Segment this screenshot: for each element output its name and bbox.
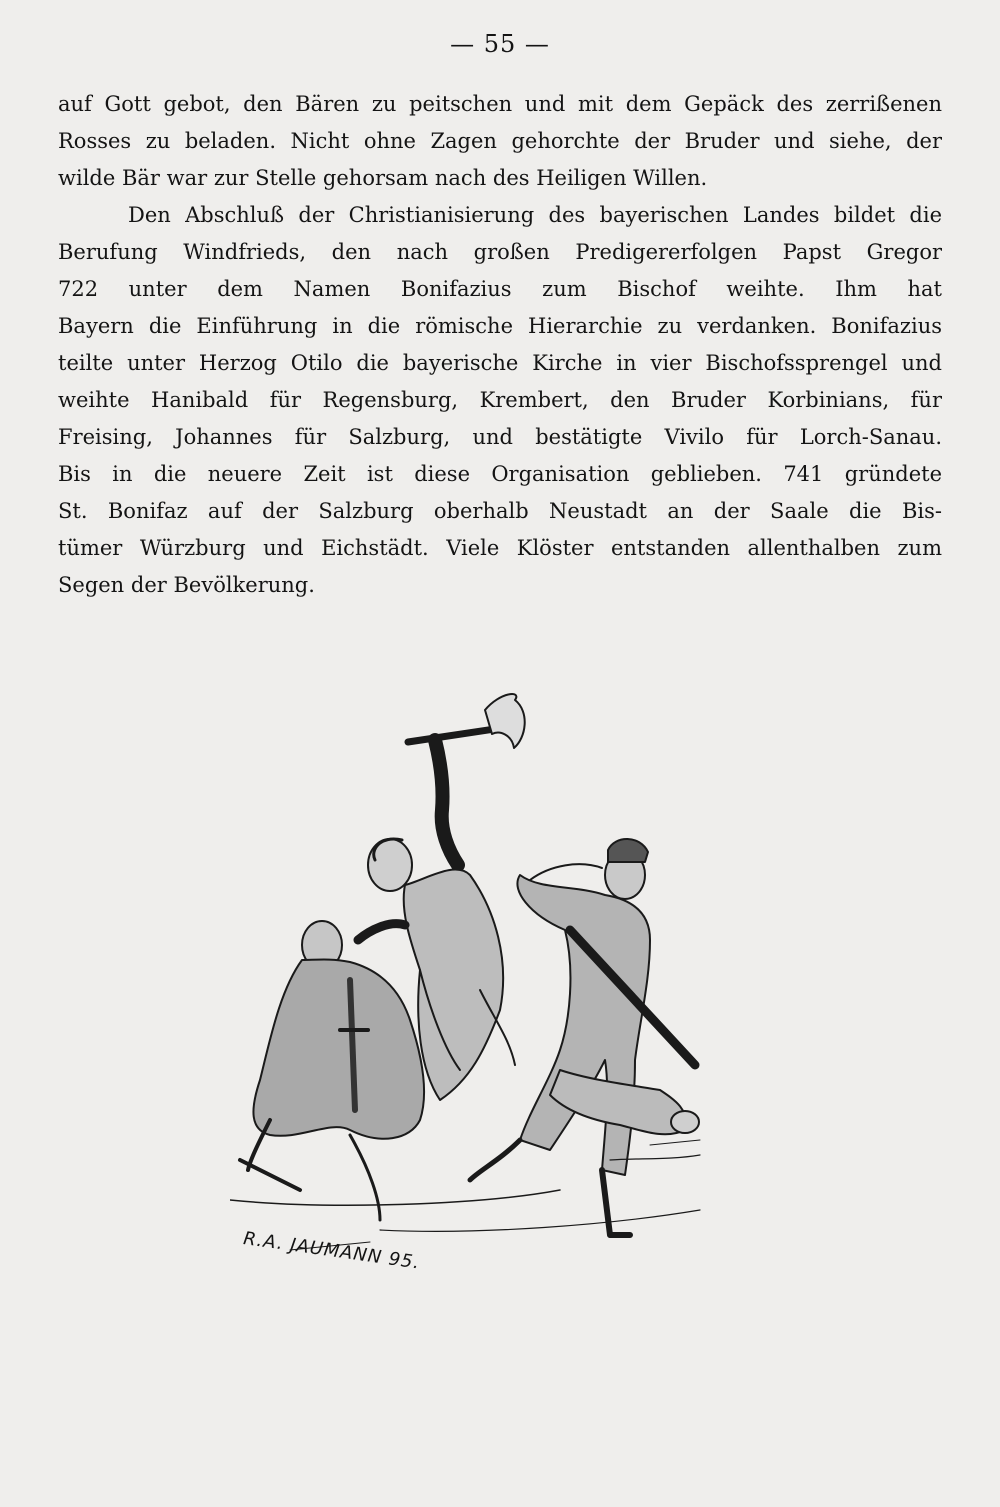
text-line: Bayern die Einführung in die römische Hierarchie zu verdanken. Bonifazius [58, 314, 942, 338]
text-line: Freising, Johannes für Salzburg, und bestätigte Vivilo für Lorch-Sanau. [58, 425, 942, 449]
text-line: tümer Würzburg und Eichstädt. Viele Klöster entstanden allenthalben zum [58, 536, 942, 560]
text-line: Bis in die neuere Zeit ist diese Organisation geblieben. 741 gründete [58, 462, 942, 486]
artist-signature: R.A. JAUMANN 95. [242, 1228, 422, 1274]
text-line: St. Bonifaz auf der Salzburg oberhalb Neustadt an der Saale die Bis- [58, 499, 942, 523]
body-text [58, 86, 942, 604]
text-line: 722 unter dem Namen Bonifazius zum Bischof weihte. Ihm hat [58, 277, 942, 301]
text-line: Berufung Windfrieds, den nach großen Predigererfolgen Papst Gregor [58, 240, 942, 264]
text-line: teilte unter Herzog Otilo die bayerische Kirche in vier Bischofssprengel und [58, 351, 942, 375]
text-line: Den Abschluß der Christianisierung des bayerischen Landes bildet die [128, 203, 942, 227]
page-number: — 55 — [450, 30, 550, 58]
text-line: weihte Hanibald für Regensburg, Krembert, den Bruder Korbinians, für [58, 388, 942, 412]
text-line: auf Gott gebot, den Bären zu peitschen und mit dem Gepäck des zerrißenen [58, 92, 942, 116]
text-line: wilde Bär war zur Stelle gehorsam nach des Heiligen Willen. [58, 166, 708, 190]
illustration-drawing [230, 690, 730, 1310]
text-line: Segen der Bevölkerung. [58, 573, 315, 597]
text-line: Rosses zu beladen. Nicht ohne Zagen gehorchte der Bruder und siehe, der [58, 129, 942, 153]
engraving-illustration [230, 690, 730, 1310]
